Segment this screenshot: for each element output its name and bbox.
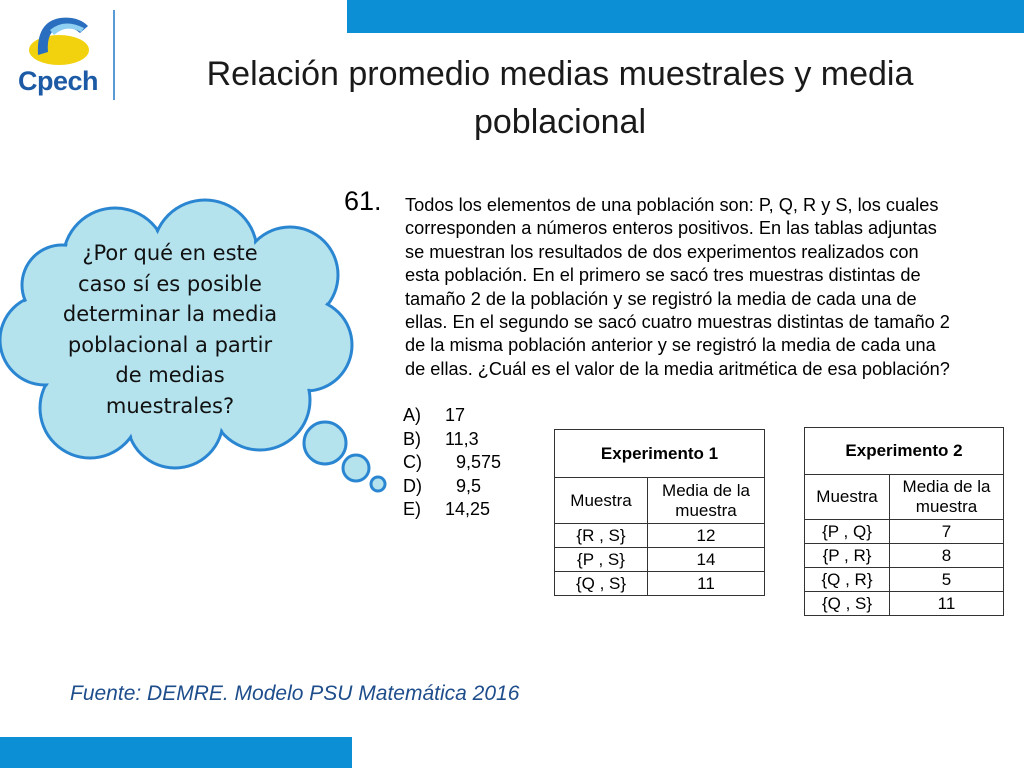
- option-a: [403, 404, 501, 428]
- option-c: [403, 451, 501, 475]
- option-d: [403, 475, 501, 499]
- mean-cell: 14: [648, 548, 765, 572]
- question-line: se muestran los resultados de dos experimentos realizados con: [405, 241, 919, 262]
- mean-cell: 5: [890, 568, 1004, 592]
- table-title: Experimento 1: [555, 430, 765, 478]
- cloud-question: [48, 238, 292, 421]
- column-header: [648, 478, 765, 524]
- cloud-line: muestrales?: [105, 393, 235, 418]
- table-row: [805, 544, 1004, 568]
- column-header: Muestra: [555, 478, 648, 524]
- logo-text: Cpech: [17, 66, 99, 96]
- slide-title: [130, 50, 990, 146]
- sample-cell: {Q , S}: [805, 592, 890, 616]
- experiment-1-table: [554, 429, 765, 596]
- top-accent-bar: [347, 0, 1024, 33]
- answer-options: [403, 404, 501, 522]
- column-header-line: muestra: [915, 497, 978, 516]
- column-header-line: muestra: [675, 500, 737, 520]
- cloud-line: de medias: [115, 363, 225, 387]
- mean-cell: 8: [890, 544, 1004, 568]
- sample-cell: {P , S}: [555, 548, 648, 572]
- question-line: corresponden a números enteros positivos. En las tablas adjuntas: [405, 218, 937, 239]
- option-letter: E): [403, 499, 421, 519]
- question-line: tamaño 2 de la población y se registró la media de cada una de: [405, 288, 917, 309]
- option-value: 9,575: [456, 452, 502, 472]
- cloud-line: caso sí es posible: [78, 271, 262, 296]
- table-row: [555, 548, 765, 572]
- sample-cell: {R , S}: [555, 524, 648, 548]
- option-letter: D): [403, 475, 422, 496]
- option-value: 17: [445, 405, 466, 425]
- option-letter: B): [403, 428, 421, 449]
- table-row: [805, 568, 1004, 592]
- table-row: [805, 520, 1004, 544]
- column-header: Muestra: [805, 475, 890, 520]
- mean-cell: 11: [648, 572, 765, 596]
- option-b: [403, 428, 501, 452]
- mean-cell: 7: [890, 520, 1004, 544]
- table-row: [555, 572, 765, 596]
- option-letter: C): [403, 452, 422, 472]
- mean-cell: 12: [648, 524, 765, 548]
- option-value: 14,25: [445, 499, 491, 519]
- table-row: [805, 592, 1004, 616]
- cloud-line: determinar la media: [62, 302, 278, 326]
- question-text: [405, 194, 1007, 381]
- question-line: esta población. En el primero se sacó tres muestras distintas de: [405, 265, 921, 286]
- cpech-logo: [8, 8, 108, 100]
- source-citation: Fuente: DEMRE. Modelo PSU Matemática 2016: [70, 682, 520, 705]
- bottom-accent-bar: [0, 737, 352, 768]
- sample-cell: {P , Q}: [805, 520, 890, 544]
- option-e: [403, 498, 501, 522]
- question-line: Todos los elementos de una población son: P, Q, R y S, los cuales: [405, 195, 939, 215]
- table-row: [555, 524, 765, 548]
- table-title: Experimento 2: [805, 428, 1004, 475]
- question-line: de la misma población anterior y se registró la media de cada una: [405, 335, 936, 356]
- cloud-line: poblacional a partir: [67, 332, 273, 357]
- title-line-1: Relación promedio medias muestrales y media: [206, 55, 914, 93]
- question-number: 61.: [344, 186, 382, 216]
- sample-cell: {Q , R}: [805, 568, 890, 592]
- column-header-line: Media de la: [662, 480, 750, 500]
- column-header: [890, 475, 1004, 520]
- sample-cell: {P , R}: [805, 544, 890, 568]
- option-value: 9,5: [456, 475, 482, 496]
- cpech-logo-mark-icon: [8, 8, 108, 70]
- logo-divider: [113, 10, 115, 100]
- column-header-line: Media de la: [902, 477, 991, 496]
- title-line-2: poblacional: [473, 103, 647, 141]
- cloud-line: ¿Por qué en este: [82, 241, 258, 265]
- experiment-2-table: [804, 427, 1004, 616]
- option-value: 11,3: [445, 428, 479, 449]
- question-line: de ellas. ¿Cuál es el valor de la media aritmética de esa población?: [405, 358, 950, 379]
- question-line: ellas. En el segundo se sacó cuatro muestras distintas de tamaño 2: [405, 312, 950, 333]
- mean-cell: 11: [890, 592, 1004, 616]
- option-letter: A): [403, 405, 421, 425]
- sample-cell: {Q , S}: [555, 572, 648, 596]
